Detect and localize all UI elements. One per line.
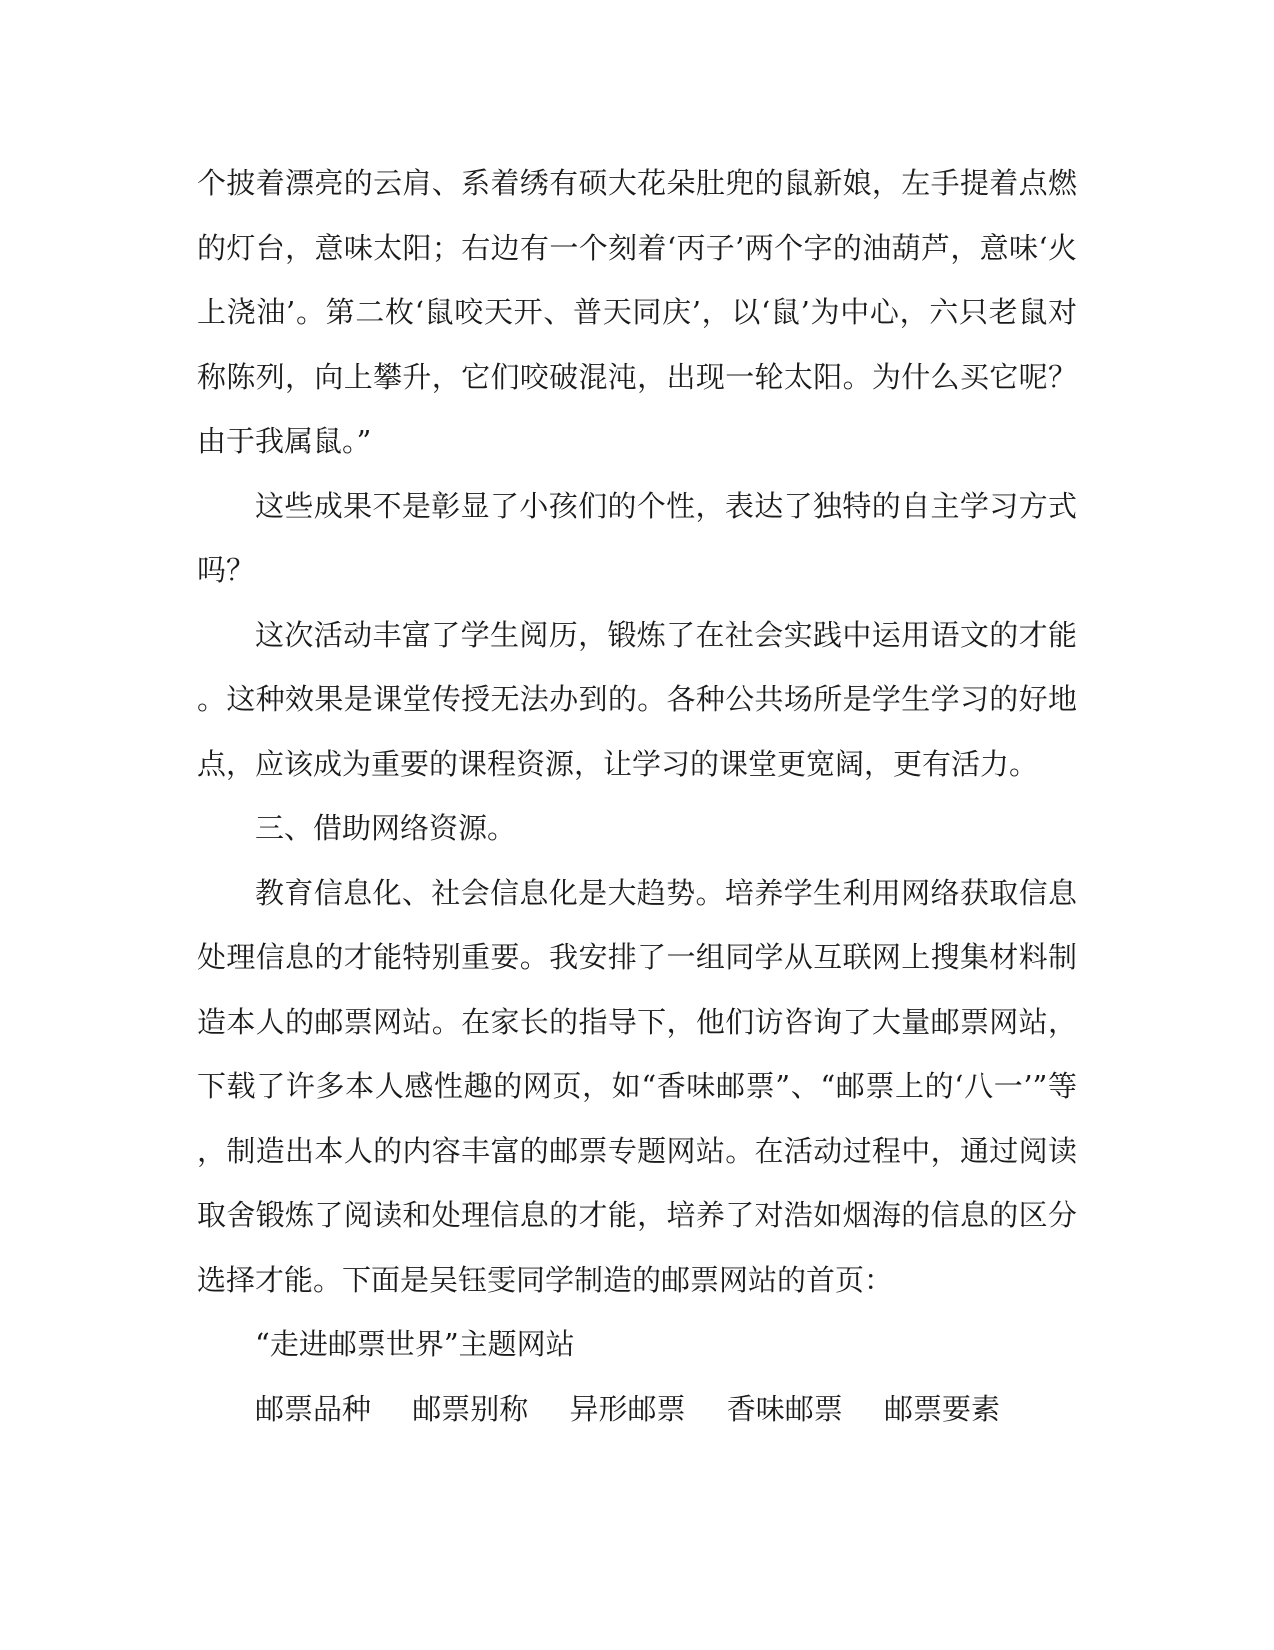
paragraph-line: 吗？ — [197, 553, 256, 587]
paragraph-line: 选择才能。下面是吴钰雯同学制造的邮票网站的首页： — [197, 1262, 894, 1297]
paragraph-line: 取舍锻炼了阅读和处理信息的才能，培养了对浩如烟海的信息的区分 — [197, 1198, 1077, 1232]
nav-item-shaped-stamps: 异形邮票 — [569, 1391, 686, 1426]
paragraph-line: 这些成果不是彰显了小孩们的个性，表达了独特的自主学习方式 — [255, 488, 1077, 523]
website-title: “走进邮票世界”主题网站 — [255, 1327, 575, 1361]
section-heading: 三、借助网络资源。 — [255, 811, 517, 845]
paragraph-line: 点，应该成为重要的课程资源，让学习的课堂更宽阔，更有活力。 — [197, 746, 1039, 781]
paragraph-line: 。这种效果是课堂传授无法办到的。各种公共场所是学生学习的好地 — [197, 682, 1077, 716]
paragraph-line: 教育信息化、社会信息化是大趋势。培养学生利用网络获取信息 — [255, 875, 1077, 910]
paragraph-line: 由于我属鼠。” — [197, 424, 372, 458]
paragraph-line: 下载了许多本人感性趣的网页，如“香味邮票”、“邮票上的‘八一’”等 — [197, 1069, 1077, 1103]
nav-item-stamp-elements: 邮票要素 — [883, 1391, 1000, 1426]
paragraph-line: 上浇油’。第二枚‘鼠咬天开、普天同庆’，以‘鼠’为中心，六只老鼠对 — [197, 295, 1077, 329]
paragraph-line: 这次活动丰富了学生阅历，锻炼了在社会实践中运用语文的才能 — [255, 617, 1077, 652]
paragraph-line: 造本人的邮票网站。在家长的指导下，他们访咨询了大量邮票网站， — [197, 1004, 1077, 1039]
nav-item-scented-stamps: 香味邮票 — [726, 1391, 843, 1426]
nav-item-stamp-aliases: 邮票别称 — [412, 1391, 529, 1426]
paragraph-line: 处理信息的才能特别重要。我安排了一组同学从互联网上搜集材料制 — [197, 940, 1077, 974]
body-text — [197, 151, 1077, 1441]
paragraph-line: 称陈列，向上攀升，它们咬破混沌，出现一轮太阳。为什么买它呢？ — [197, 359, 1077, 394]
nav-item-stamp-types: 邮票品种 — [255, 1391, 372, 1426]
website-nav — [197, 1377, 1077, 1442]
paragraph-line: 的灯台，意味太阳；右边有一个刻着‘丙子’两个字的油葫芦，意味‘火 — [197, 230, 1077, 265]
paragraph-line: 个披着漂亮的云肩、系着绣有硕大花朵肚兜的鼠新娘，左手提着点燃 — [197, 166, 1077, 200]
paragraph-line: ，制造出本人的内容丰富的邮票专题网站。在活动过程中，通过阅读 — [197, 1133, 1077, 1168]
